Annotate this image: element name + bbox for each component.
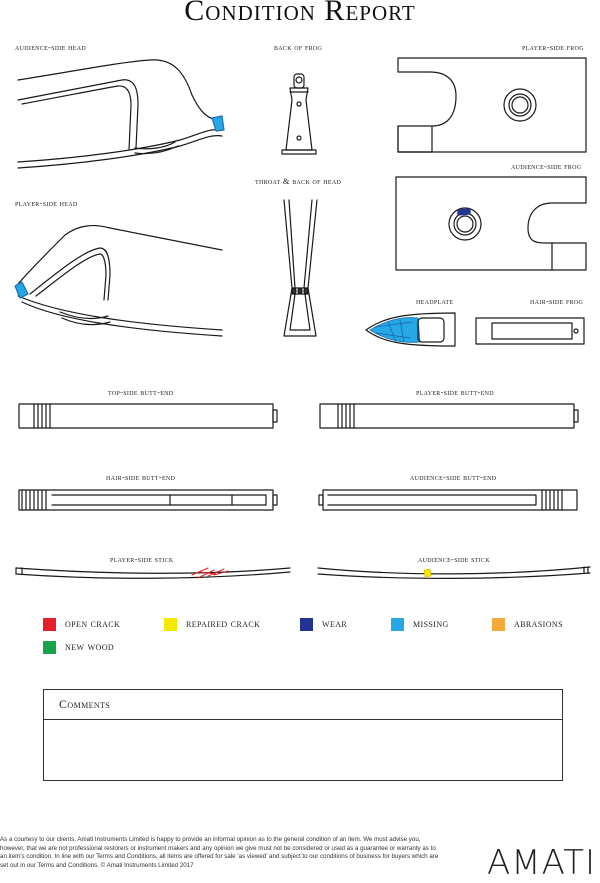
legend-open-crack [43,617,120,631]
label-player-side-butt-end: player-side butt-end [416,387,494,397]
legend-label: open crack [65,618,121,630]
comments-field[interactable] [44,720,562,780]
disclaimer-text: As a courtesy to our clients, Amati Instruments Limited is happy to provide an informal opinion as to the general condition of an item. We must advise you, however, that we are not professional restorers or instrument makers and any opinion we give must not be considered or used as a guarantee or warranty as to an item’s condition. In line with our Terms and Conditions, all items are offered for sale ‘as viewed’ and subject to our conditions of business for buyers which are set out in our Terms and Conditions. © Amati Instruments Limited 2017 [0,836,439,870]
player-side-frog-drawing [398,58,586,152]
legend-missing [391,617,449,631]
label-hair-side-butt-end: hair-side butt-end [106,472,176,482]
abrasions-swatch [492,618,505,631]
legend-label: repaired crack [186,618,261,630]
top-side-butt-end-drawing [19,404,277,428]
legend-abrasions [492,617,563,631]
brand-logo: AMATI [487,843,597,883]
label-back-of-frog: back of frog [274,42,323,52]
legend-label: missing [413,618,449,630]
audience-side-stick-drawing [318,567,590,578]
back-of-frog-drawing [282,74,316,154]
missing-swatch [391,618,404,631]
repaired-crack-swatch [164,618,177,631]
wear-mark [458,209,470,215]
audience-side-frog-drawing [396,177,586,270]
label-throat-back-of-head: throat & back of head [255,176,342,186]
audience-side-head-drawing [18,60,224,168]
label-headplate: headplate [416,296,454,306]
hair-side-butt-end-drawing [19,490,277,510]
page-title: Condition Report [184,0,416,27]
legend-label: abrasions [514,618,563,630]
label-hair-side-frog: hair-side frog [530,296,584,306]
label-top-side-butt-end: top-side butt-end [108,387,174,397]
comments-box [43,689,563,781]
wear-swatch [300,618,313,631]
player-side-stick-drawing [16,568,290,578]
label-audience-side-stick: audience-side stick [418,554,490,564]
comments-label: Comments [44,690,562,720]
legend-label: wear [322,618,348,630]
repaired-crack-mark [424,569,431,577]
missing-mark [15,282,28,298]
audience-side-butt-end-drawing [319,490,577,510]
label-player-side-head: player-side head [15,198,78,208]
player-side-butt-end-drawing [320,404,578,428]
label-player-side-stick: player-side stick [110,554,174,564]
label-audience-side-butt-end: audience-side butt-end [410,472,497,482]
legend-repaired-crack [164,617,260,631]
throat-back-of-head-drawing [284,200,317,336]
label-player-side-frog: player-side frog [522,42,584,52]
label-audience-side-head: audience-side head [15,42,87,52]
legend-wear [300,617,347,631]
missing-mark [212,116,224,131]
hair-side-frog-drawing [476,318,584,344]
label-audience-side-frog: audience-side frog [511,161,582,171]
headplate-drawing [366,313,455,346]
player-side-head-drawing [15,226,222,336]
legend-new-wood [43,640,114,654]
legend-label: new wood [65,641,115,653]
open-crack-swatch [43,618,56,631]
new-wood-swatch [43,641,56,654]
